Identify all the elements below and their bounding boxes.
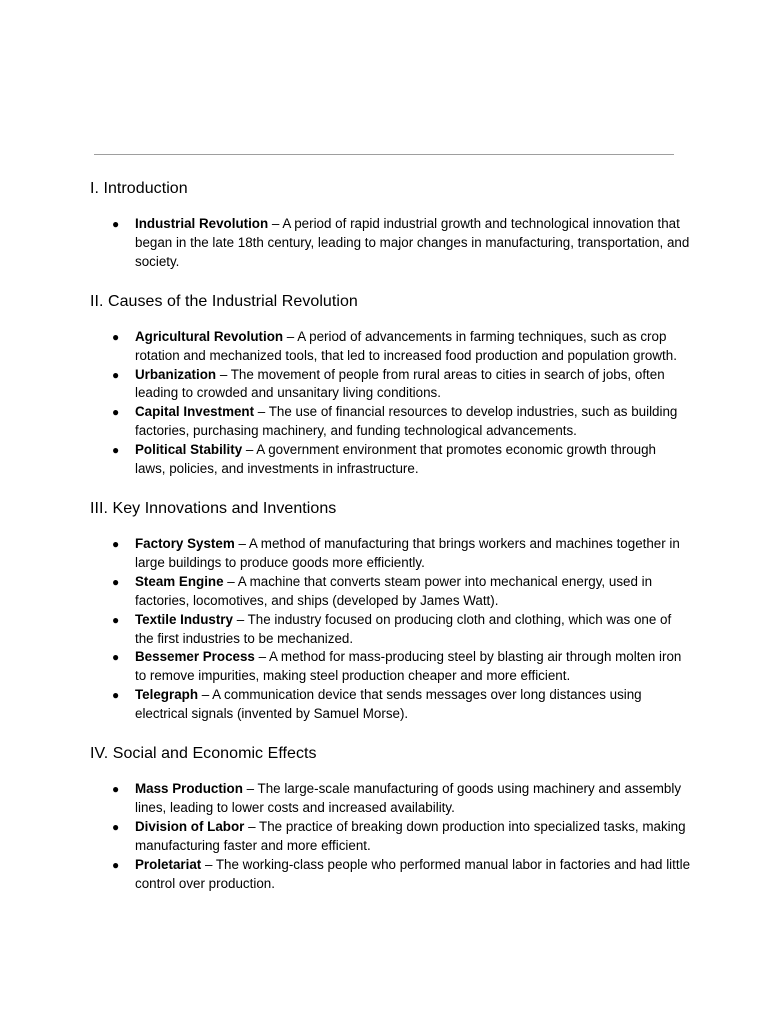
bullet-icon: ● — [112, 688, 120, 703]
term-label: Agricultural Revolution — [135, 328, 284, 344]
term-label: Textile Industry — [135, 611, 233, 627]
list-item — [90, 441, 690, 479]
term-label: Factory System — [135, 535, 235, 551]
list-item — [90, 366, 690, 404]
bullet-icon: ● — [112, 782, 120, 797]
causes-list — [90, 328, 690, 479]
bullet-icon: ● — [112, 857, 120, 872]
term-definition: – The use of financial resources to develop industries, such as building factories, purchasing machinery, and funding technological advancements. — [135, 404, 678, 439]
term-label: Capital Investment — [135, 404, 255, 420]
term-definition: – A machine that converts steam power into mechanical energy, used in factories, locomotives, and ships (developed by James Watt). — [135, 573, 653, 608]
horizontal-rule — [94, 154, 674, 155]
term-definition: – A period of advancements in farming techniques, such as crop rotation and mechanized tools, that led to increased food production and population growth. — [135, 328, 677, 363]
term-label: Mass Production — [135, 781, 243, 797]
list-item — [90, 328, 690, 366]
term-definition: – The large-scale manufacturing of goods using machinery and assembly lines, leading to lower costs and increased availability. — [135, 781, 682, 815]
list-item — [90, 573, 690, 611]
list-item — [90, 611, 690, 649]
bullet-icon: ● — [112, 217, 120, 231]
list-item — [90, 856, 690, 894]
bullet-icon: ● — [112, 443, 120, 458]
section-heading-causes: II. Causes of the Industrial Revolution — [90, 292, 358, 310]
term-label: Telegraph — [135, 687, 198, 703]
effects-list — [90, 780, 690, 893]
term-definition: – A method of manufacturing that brings workers and machines together in large buildings to produce goods more efficiently. — [135, 535, 680, 570]
section-heading-innovations: III. Key Innovations and Inventions — [90, 499, 337, 517]
term-label: Division of Labor — [135, 818, 245, 834]
term-definition: – The practice of breaking down production into specialized tasks, making manufacturing faster and more efficient. — [135, 818, 686, 853]
term-definition: – A communication device that sends messages over long distances using electrical signals (invented by Samuel Morse). — [135, 687, 642, 722]
term-definition: – The working-class people who performed manual labor in factories and had little control over production. — [135, 856, 691, 891]
list-item — [90, 215, 690, 272]
term-label: Political Stability — [135, 442, 243, 458]
bullet-icon: ● — [112, 329, 120, 344]
bullet-icon: ● — [112, 650, 120, 665]
bullet-icon: ● — [112, 405, 120, 420]
introduction-list — [90, 215, 690, 272]
term-definition: – A government environment that promotes economic growth through laws, policies, and investments in infrastructure. — [135, 442, 657, 477]
bullet-icon: ● — [112, 574, 120, 589]
bullet-icon: ● — [112, 819, 120, 834]
term-definition: – A method for mass-producing steel by blasting air through molten iron to remove impurities, making steel production cheaper and more efficient. — [135, 649, 682, 684]
bullet-icon: ● — [112, 367, 120, 382]
term-label: Steam Engine — [135, 573, 224, 589]
term-definition: – The industry focused on producing cloth and clothing, which was one of the first industries to be mechanized. — [135, 611, 672, 646]
list-item — [90, 403, 690, 441]
term-label: Urbanization — [135, 366, 217, 382]
section-heading-effects: IV. Social and Economic Effects — [90, 745, 317, 763]
term-label: Industrial Revolution — [135, 216, 269, 231]
list-item — [90, 818, 690, 856]
list-item — [90, 780, 690, 818]
list-item — [90, 535, 690, 573]
innovations-list — [90, 535, 690, 724]
list-item — [90, 648, 690, 686]
term-label: Bessemer Process — [135, 649, 255, 665]
term-label: Proletariat — [135, 856, 202, 872]
bullet-icon: ● — [112, 536, 120, 551]
term-definition: – A period of rapid industrial growth and technological innovation that began in the late 18th century, leading to major changes in manufacturing, transportation, and society. — [135, 216, 690, 269]
document-content — [90, 178, 690, 912]
term-definition: – The movement of people from rural areas to cities in search of jobs, often leading to crowded and unsanitary living conditions. — [135, 366, 665, 401]
section-heading-introduction: I. Introduction — [90, 180, 188, 197]
bullet-icon: ● — [112, 612, 120, 627]
list-item — [90, 686, 690, 724]
